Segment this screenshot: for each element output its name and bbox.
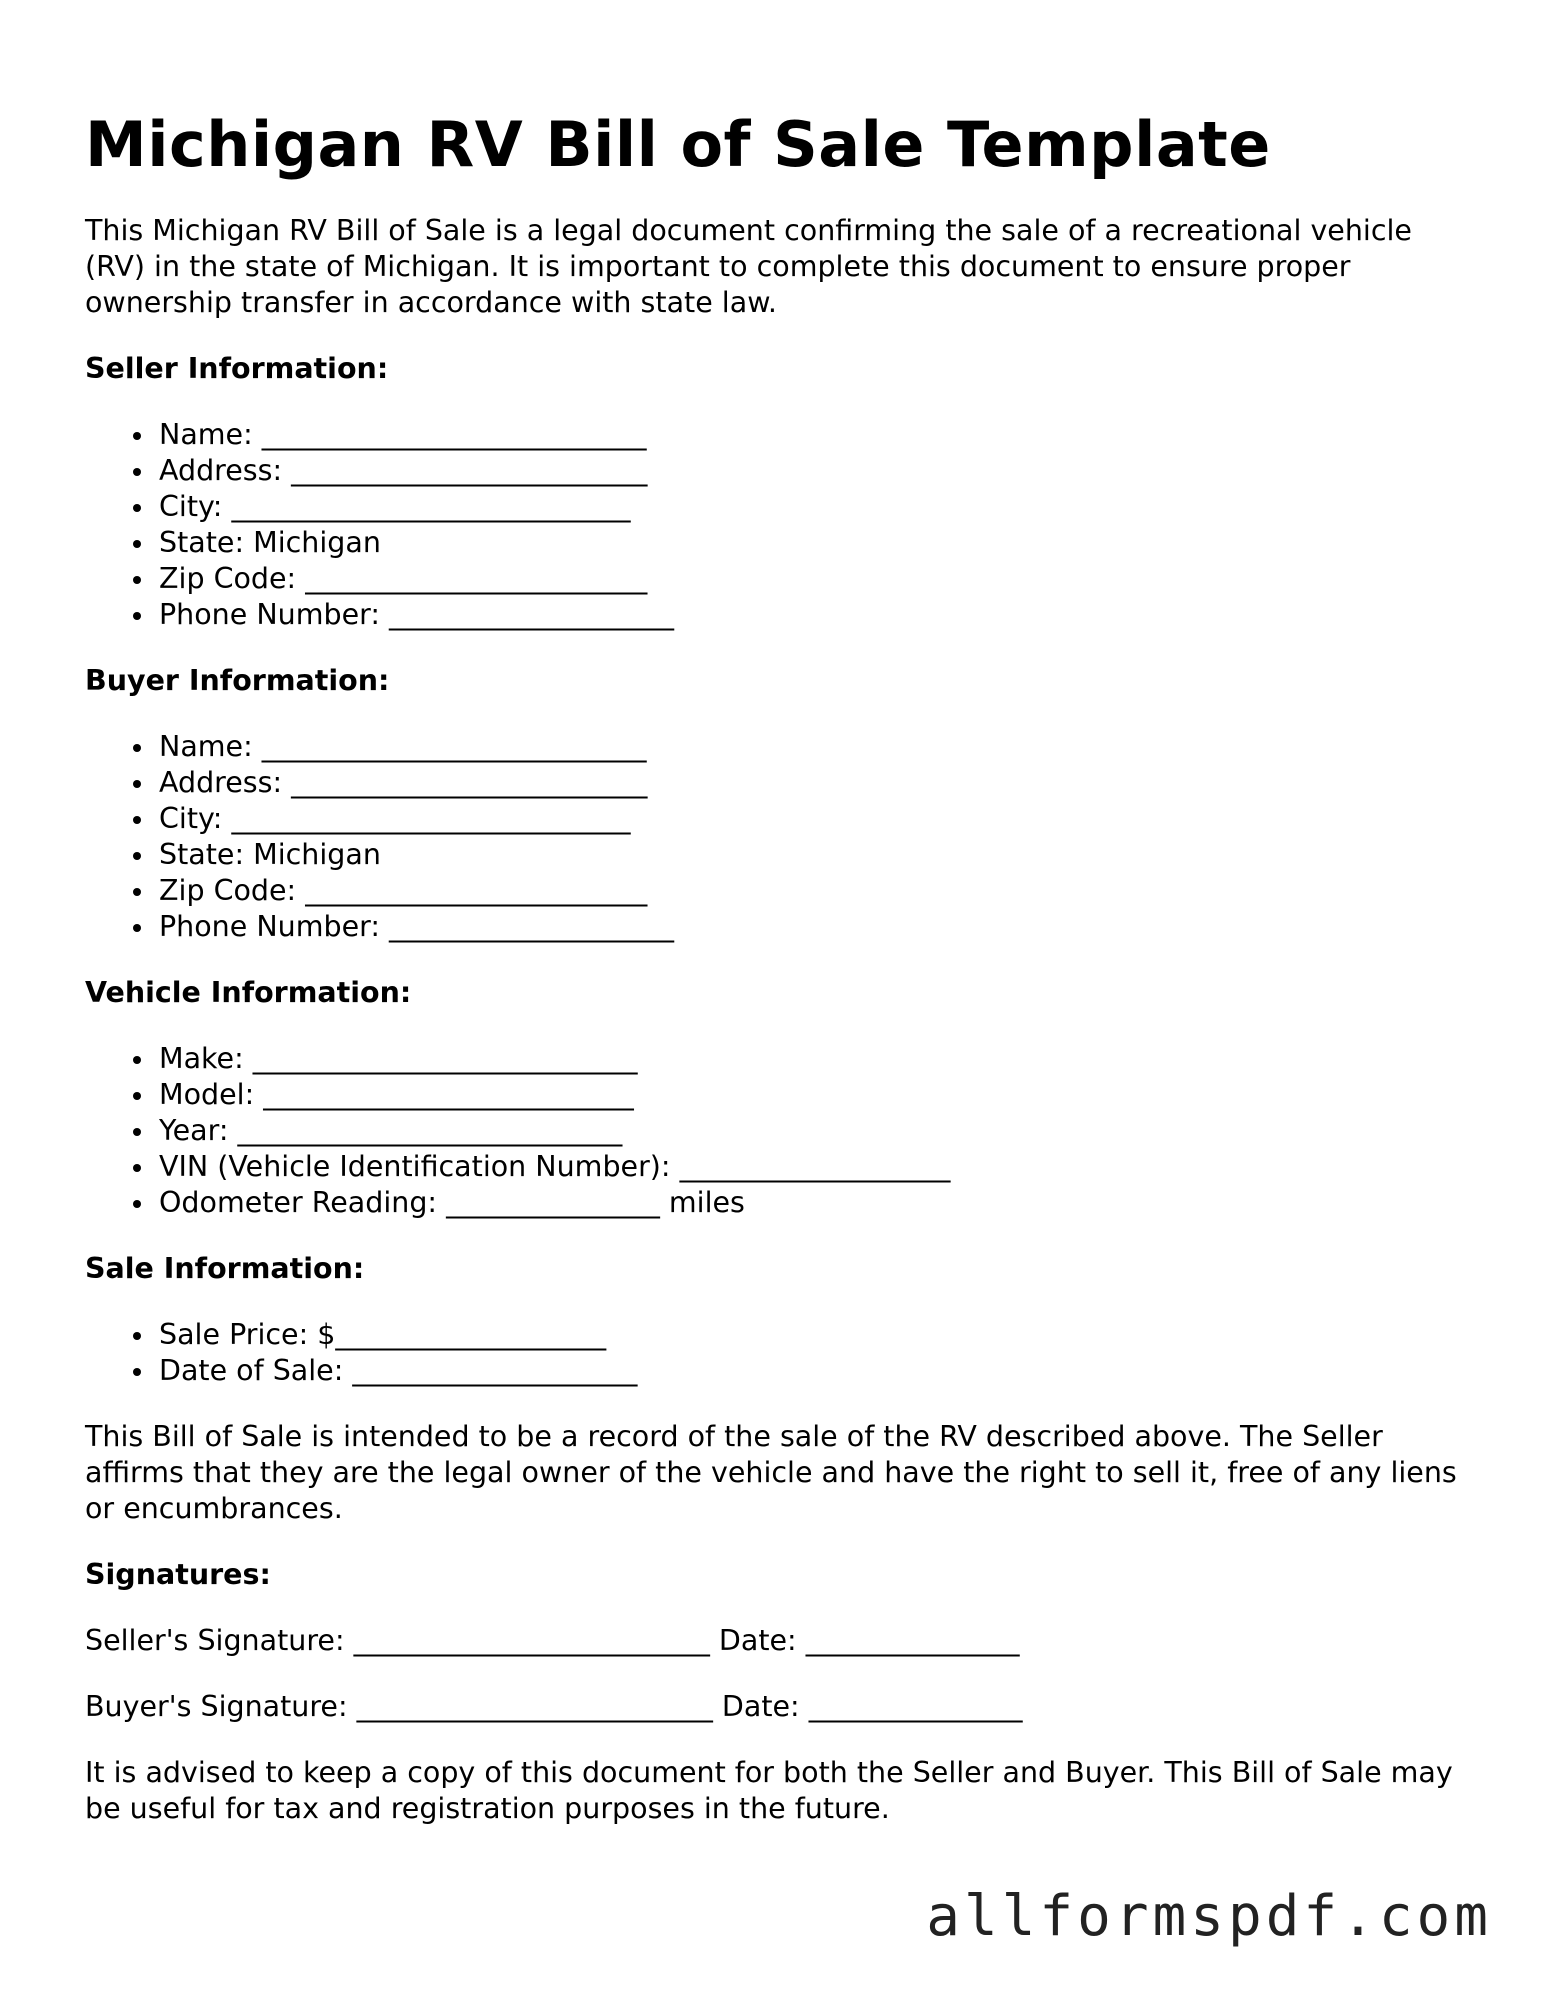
intro-paragraph: This Michigan RV Bill of Sale is a legal document confirming the sale of a recreational vehicle (RV) in the state of Michigan. It is important to complete this document to ensure proper ownership transfer in accordance with state law. [85, 214, 1412, 319]
seller-state-field: State: Michigan [159, 525, 1475, 561]
buyer-city-field: City: ____________________________ [159, 801, 1475, 837]
vehicle-vin-field: VIN (Vehicle Identification Number): ___________________ [159, 1149, 1475, 1185]
vehicle-heading: Vehicle Information: [85, 976, 412, 1009]
document-page [85, 105, 1475, 1857]
signatures-heading: Signatures: [85, 1558, 271, 1591]
vehicle-year-field: Year: ___________________________ [159, 1113, 1475, 1149]
vehicle-list [85, 1041, 1475, 1221]
sale-date-field: Date of Sale: ____________________ [159, 1353, 1475, 1389]
buyer-phone-field: Phone Number: ____________________ [159, 909, 1475, 945]
sale-price-field: Sale Price: $___________________ [159, 1317, 1475, 1353]
seller-zip-field: Zip Code: ________________________ [159, 561, 1475, 597]
buyer-signature-line: Buyer's Signature: _________________________ Date: _______________ [85, 1690, 1023, 1723]
sale-heading: Sale Information: [85, 1252, 365, 1285]
sale-list [85, 1317, 1475, 1389]
seller-list [85, 417, 1475, 633]
watermark-logo: allformspdf.com [926, 1884, 1492, 1949]
vehicle-odometer-field: Odometer Reading: _______________ miles [159, 1185, 1475, 1221]
seller-signature-line: Seller's Signature: _________________________ Date: _______________ [85, 1624, 1020, 1657]
vehicle-make-field: Make: ___________________________ [159, 1041, 1475, 1077]
buyer-state-field: State: Michigan [159, 837, 1475, 873]
buyer-address-field: Address: _________________________ [159, 765, 1475, 801]
ownership-statement: This Bill of Sale is intended to be a record of the sale of the RV described above. The Seller affirms that they are the legal owner of the vehicle and have the right to sell it, free of any liens or encumbrances. [85, 1420, 1457, 1525]
vehicle-model-field: Model: __________________________ [159, 1077, 1475, 1113]
closing-paragraph: It is advised to keep a copy of this document for both the Seller and Buyer. This Bill of Sale may be useful for tax and registration purposes in the future. [85, 1756, 1453, 1825]
buyer-heading: Buyer Information: [85, 664, 390, 697]
seller-heading: Seller Information: [85, 352, 389, 385]
seller-address-field: Address: _________________________ [159, 453, 1475, 489]
seller-name-field: Name: ___________________________ [159, 417, 1475, 453]
buyer-name-field: Name: ___________________________ [159, 729, 1475, 765]
seller-city-field: City: ____________________________ [159, 489, 1475, 525]
seller-phone-field: Phone Number: ____________________ [159, 597, 1475, 633]
buyer-list [85, 729, 1475, 945]
document-title: Michigan RV Bill of Sale Template [85, 108, 1271, 181]
buyer-zip-field: Zip Code: ________________________ [159, 873, 1475, 909]
